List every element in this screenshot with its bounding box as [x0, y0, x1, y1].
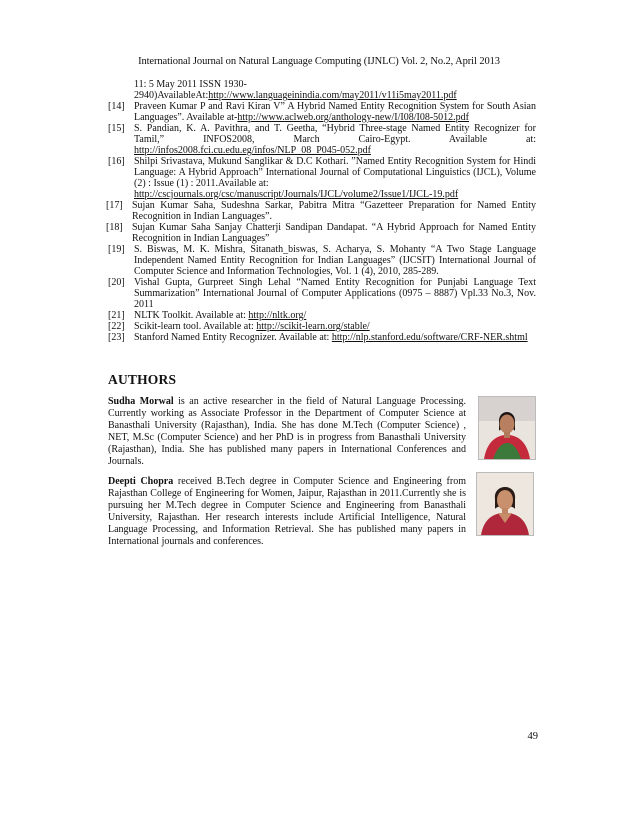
reference-23: [108, 332, 536, 343]
reference-link[interactable]: http://nlp.stanford.edu/software/CRF-NER.shtml: [331, 332, 528, 343]
author-bio-text: received B.Tech degree in Computer Science and Engineering from Rajasthan College of Engineering for Women, Jaipur, Rajasthan in 2011.Currently she is pursuing her M.Tech degree in Computer Science and Engineering from Banasthali University, Rajasthan. Her research interests include Artificial Intelligence, Natural Language Processing, and Information Retrieval. She has published many papers in International journals and conferences.: [108, 476, 466, 547]
reference-number: [18]: [106, 222, 123, 233]
references-list: [108, 79, 536, 343]
reference-number: [17]: [106, 200, 123, 211]
authors-heading: AUTHORS: [108, 372, 177, 387]
reference-text: Sujan Kumar Saha Sanjay Chatterji Sandipan Dandapat. “A Hybrid Approach for Named Entity Recognition in Indian Languages”: [132, 222, 536, 244]
reference-15: [108, 123, 536, 156]
page-number: 49: [527, 731, 538, 742]
reference-20: [108, 277, 536, 310]
reference-text: Shilpi Srivastava, Mukund Sanglikar & D.C Kothari. ”Named Entity Recognition System for Hindi Language: A Hybrid Approach” International Journal of Computational Linguistics (IJCL), Volume (2) : Issue (1) : 2011.Available at:: [134, 156, 536, 189]
reference-text: Stanford Named Entity Recognizer. Available at:: [134, 332, 332, 343]
continuation-link[interactable]: http://www.languageinindia.com/may2011/v11i5may2011.pdf: [208, 90, 457, 101]
reference-link[interactable]: http://scikit-learn.org/stable/: [256, 321, 370, 332]
reference-18: [108, 222, 536, 244]
reference-21: [108, 310, 536, 321]
reference-text: Vishal Gupta, Gurpreet Singh Lehal “Named Entity Recognition for Punjabi Language Text Summarization” International Journal of Computer Applications (0975 – 8887) Vpl.33 No.3, Nov. 2011: [134, 277, 536, 310]
reference-number: [22]: [108, 321, 125, 332]
reference-text: S. Pandian, K. A. Pavithra, and T. Geetha, “Hybrid Three-stage Named Entity Recognizer for Tamil,” INFOS2008, March Cairo-Egypt. Available at:: [134, 123, 536, 145]
reference-text: Praveen Kumar P and Ravi Kiran V” A Hybrid Named Entity Recognition System for South Asian Languages”. Available at-: [134, 101, 536, 123]
author-bio: [108, 476, 466, 547]
reference-number: [19]: [108, 244, 125, 255]
reference-number: [20]: [108, 277, 125, 288]
running-header: International Journal on Natural Language Computing (IJNLC) Vol. 2, No.2, April 2013: [138, 56, 500, 67]
reference-text: NLTK Toolkit. Available at:: [134, 310, 249, 321]
author-name: Sudha Morwal: [108, 396, 174, 407]
author-bio-text: is an active researcher in the field of Natural Language Processing. Currently working as Associate Professor in the Department of Computer Science at Banasthali University (Rajasthan), India. She has done M.Tech (Computer Science) , NET, M.Sc (Computer Science) and her PhD is in progress from Banasthali University (Rajasthan), India. She has published many papers in International Conferences and Journals.: [108, 396, 466, 467]
author-photo-image: [477, 473, 533, 535]
author-photo: [478, 396, 536, 460]
reference-text: S. Biswas, M. K. Mishra, Sitanath_biswas, S. Acharya, S. Mohanty “A Two Stage Language Independent Named Entity Recognition for Indian Languages” (IJCSIT) International Journal of Computer Science and Information Technologies, Vol. 1 (4), 2010, 285-289.: [134, 244, 536, 277]
reference-16: [108, 156, 536, 200]
reference-14: [108, 101, 536, 123]
reference-text: Sujan Kumar Saha, Sudeshna Sarkar, Pabitra Mitra “Gazetteer Preparation for Named Entity Recognition in Indian Languages”.: [132, 200, 536, 222]
reference-link[interactable]: http://cscjournals.org/csc/manuscript/Journals/IJCL/volume2/Issue1/IJCL-19.pdf: [134, 189, 459, 200]
author-photo: [476, 472, 534, 536]
reference-number: [16]: [108, 156, 125, 167]
reference-link[interactable]: http://infos2008.fci.cu.edu.eg/infos/NLP_08_P045-052.pdf: [134, 145, 371, 156]
reference-number: [15]: [108, 123, 125, 134]
author-bio: [108, 396, 466, 467]
reference-19: [108, 244, 536, 277]
author-photo-image: [479, 397, 535, 459]
continuation-line1: 11: 5 May 2011 ISSN 1930-: [134, 79, 247, 90]
reference-number: [14]: [108, 101, 125, 112]
reference-text: Scikit-learn tool. Available at:: [134, 321, 257, 332]
reference-22: [108, 321, 536, 332]
author-name: Deepti Chopra: [108, 476, 174, 487]
reference-continuation: [108, 79, 536, 101]
reference-link[interactable]: http://nltk.org/: [248, 310, 307, 321]
reference-number: [21]: [108, 310, 125, 321]
reference-link[interactable]: http://www.aclweb.org/anthology-new/I/I08/I08-5012.pdf: [237, 112, 470, 123]
continuation-line2-prefix: 2940)AvailableAt:: [134, 90, 209, 101]
reference-number: [23]: [108, 332, 125, 343]
reference-17: [108, 200, 536, 222]
